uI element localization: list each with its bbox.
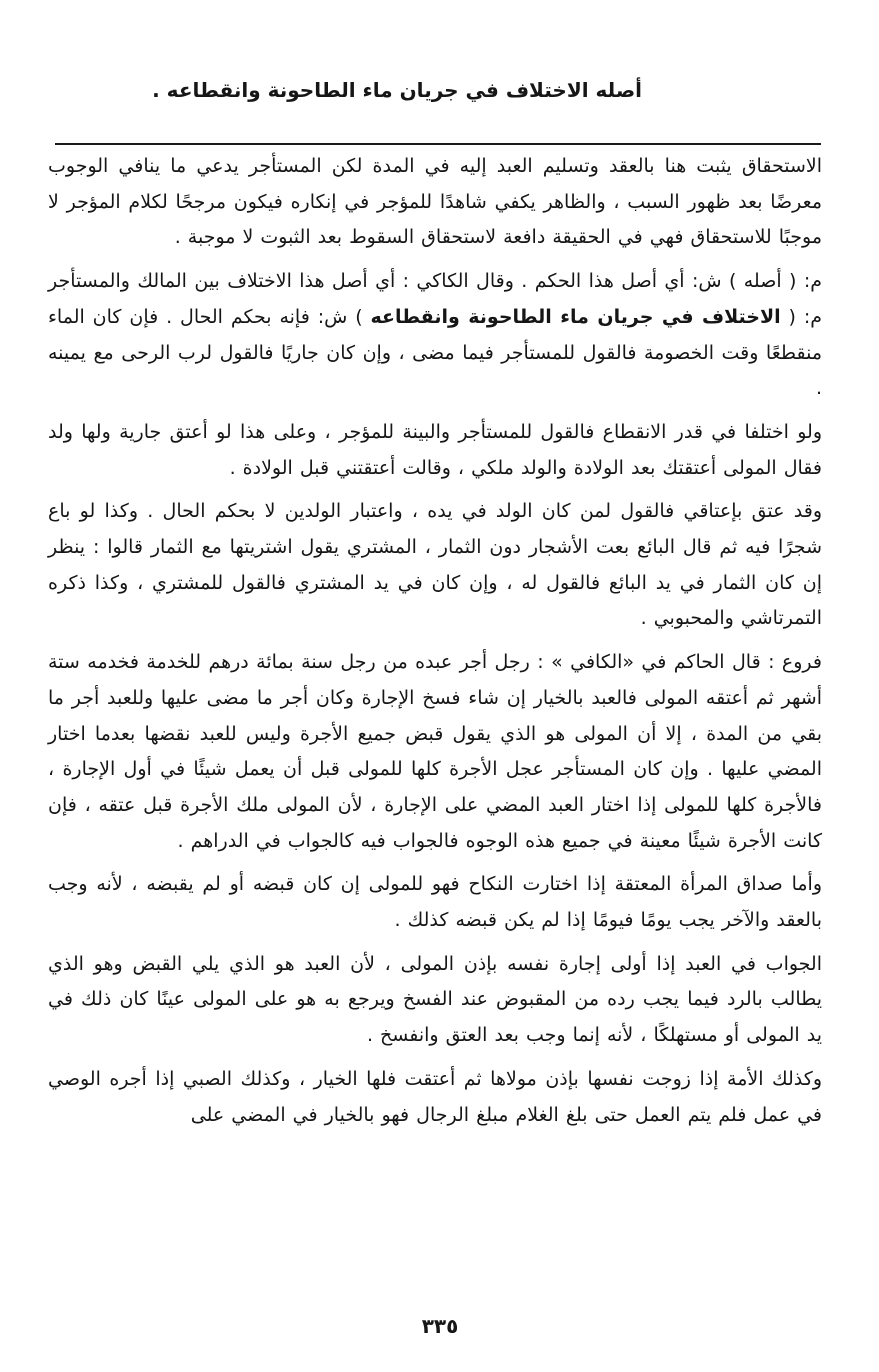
paragraph: [48, 867, 822, 938]
paragraph-text: وقد عتق بإعتاقي فالقول لمن كان الولد في يده ، واعتبار الولدين لا بحكم الحال . وكذا لو باع شجرًا فيه ثم قال البائع بعت الأشجار دون الثمار ، المشتري يقول اشتريتها مع الثمار قالوا : ينظر إن كان الثمار في يد البائع فالقول له ، وإن كان في يد المشتري فالقول للمشتري ، وكذا ذكره التمرتاشي والمحبوبي .: [48, 500, 822, 630]
header-divider: [55, 143, 821, 145]
paragraph-text: وأما صداق المرأة المعتقة إذا اختارت النكاح فهو للمولى إن كان قبضه أو لم يقبضه ، لأنه وجب بالعقد والآخر يجب يومًا فيومًا إذا لم يكن قبضه كذلك .: [48, 873, 822, 932]
paragraph-text: الجواب في العبد إذا أولى إجارة نفسه بإذن المولى ، لأن العبد هو الذي يلي القبض وهو الذي يطالب بالرد فيما يجب رده من المقبوض عند الفسخ ويرجع به هو على المولى عينًا كان ذلك في يد المولى أو مستهلكًا ، لأنه إنما وجب بعد العتق وانفسخ .: [48, 952, 822, 1047]
paragraph: [48, 947, 822, 1054]
paragraph: [48, 645, 822, 859]
paragraph-text: ) ش: فإنه بحكم الحال . فإن كان الماء منقطعًا وقت الخصومة فالقول للمستأجر فيما مضى ، وإن كان جاريًا فالقول لرب الرحى مع يمينه .: [48, 305, 822, 400]
paragraph-text: ولو اختلفا في قدر الانقطاع فالقول للمستأجر والبينة للمؤجر ، وعلى هذا لو أعتق جارية ولها ولد فقال المولى أعتقتك بعد الولادة والولد ملكي ، وقالت أعتقتني قبل الولادة .: [48, 420, 822, 479]
running-header: أصله الاختلاف في جريان ماء الطاحونة وانقطاعه .: [152, 78, 642, 102]
paragraph: [48, 264, 822, 407]
paragraph: [48, 149, 822, 256]
paragraph: [48, 415, 822, 486]
page-number: ٣٣٥: [421, 1314, 459, 1338]
paragraph-text: وكذلك الأمة إذا زوجت نفسها بإذن مولاها ثم أعتقت فلها الخيار ، وكذلك الصبي إذا أجره الوصي في عمل فلم يتم العمل حتى بلغ الغلام مبلغ الرجال فهو بالخيار في المضي على: [48, 1067, 822, 1126]
paragraph-text: الاستحقاق يثبت هنا بالعقد وتسليم العبد إليه في المدة لكن المستأجر يدعي ما ينافي الوجوب معرضًا بعد ظهور السبب ، والظاهر يكفي شاهدًا للمؤجر في إنكاره فيكون مرجحًا لكلام المؤجر لا موجبًا للاستحقاق فهي في الحقيقة دافعة لاستحقاق السقوط بعد الثبوت لا موجبة .: [48, 155, 822, 249]
body-text: [48, 149, 822, 1133]
bold-phrase: الاختلاف في جريان ماء الطاحونة وانقطاعه: [370, 305, 781, 328]
paragraph-text: م: ( أصله ) ش: أي أصل هذا الحكم . وقال الكاكي : أي أصل هذا الاختلاف بين المالك والمستأجر م: (: [48, 270, 822, 328]
paragraph: [48, 1062, 822, 1133]
paragraph: [48, 494, 822, 637]
paragraph-text: فروع : قال الحاكم في «الكافي » : رجل أجر عبده من رجل سنة بمائة درهم للخدمة فخدمه ستة أشهر ثم أعتقه المولى فالعبد بالخيار إن شاء فسخ الإجارة وكان أجر ما مضى عليها وللعبد أجر ما بقي من المدة ، إلا أن المولى هو الذي يقول قبض جميع الأجرة وليس للعبد نقضها بعدما اختار المضي عليها . وإن كان المستأجر عجل الأجرة كلها للمولى قبل أن يعمل شيئًا في أول الإجارة ، فالأجرة كلها للمولى إذا اختار العبد المضي على الإجارة ، لأن المولى ملك الأجرة قبل عتقه ، فإن كانت الأجرة شيئًا معينة في جميع هذه الوجوه فالجواب فيه كالجواب في الدراهم .: [48, 651, 822, 852]
